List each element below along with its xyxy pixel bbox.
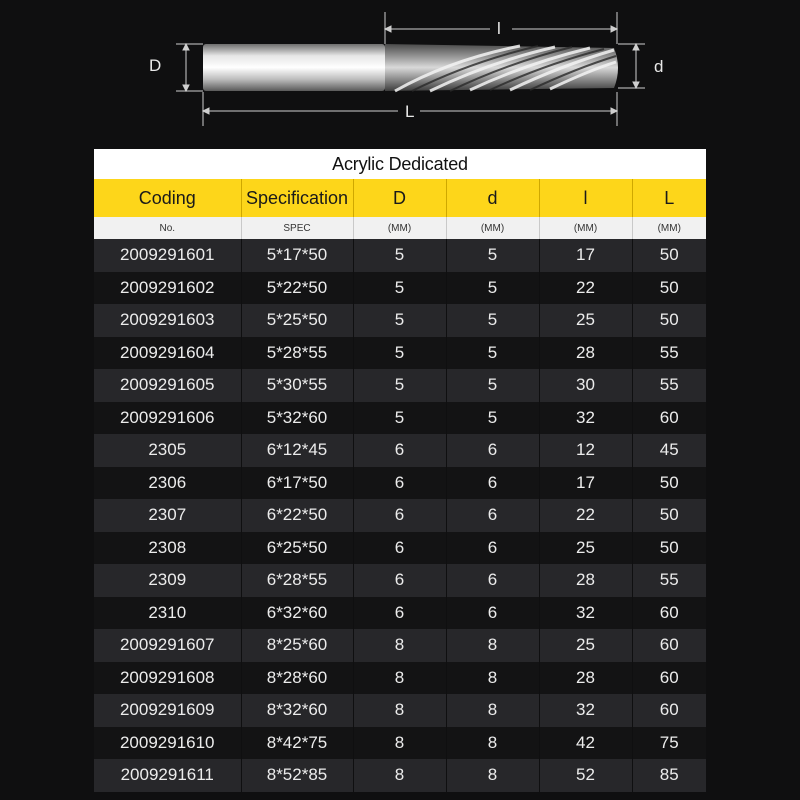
cell-d: 5 xyxy=(446,304,539,337)
cell-d: 6 xyxy=(446,467,539,500)
cell-specification: 5*25*50 xyxy=(241,304,353,337)
unit-l: (MM) xyxy=(539,217,632,239)
table-row xyxy=(94,564,706,597)
cell-L: 45 xyxy=(632,434,706,467)
cell-specification: 6*28*55 xyxy=(241,564,353,597)
cell-L: 85 xyxy=(632,759,706,792)
cell-d: 5 xyxy=(446,239,539,272)
cell-D: 5 xyxy=(353,402,446,435)
header-D: D xyxy=(353,179,446,217)
cell-d: 8 xyxy=(446,662,539,695)
cell-D: 6 xyxy=(353,564,446,597)
table-row xyxy=(94,597,706,630)
cell-d: 8 xyxy=(446,727,539,760)
label-l: l xyxy=(497,19,501,38)
header-L: L xyxy=(632,179,706,217)
cell-L: 50 xyxy=(632,304,706,337)
cell-d: 8 xyxy=(446,629,539,662)
cell-L: 60 xyxy=(632,694,706,727)
cell-L: 50 xyxy=(632,532,706,565)
cell-L: 55 xyxy=(632,564,706,597)
cell-D: 6 xyxy=(353,499,446,532)
table-row xyxy=(94,629,706,662)
cell-l: 52 xyxy=(539,759,632,792)
cell-D: 6 xyxy=(353,597,446,630)
cell-coding: 2308 xyxy=(94,532,241,565)
cell-specification: 8*25*60 xyxy=(241,629,353,662)
cell-coding: 2009291604 xyxy=(94,337,241,370)
cell-coding: 2307 xyxy=(94,499,241,532)
cell-L: 75 xyxy=(632,727,706,760)
cell-l: 28 xyxy=(539,337,632,370)
table-row xyxy=(94,694,706,727)
cell-specification: 6*12*45 xyxy=(241,434,353,467)
cell-coding: 2009291606 xyxy=(94,402,241,435)
cell-l: 25 xyxy=(539,532,632,565)
cell-coding: 2009291608 xyxy=(94,662,241,695)
spec-table xyxy=(94,149,706,792)
cell-d: 8 xyxy=(446,694,539,727)
cell-coding: 2009291609 xyxy=(94,694,241,727)
cell-specification: 5*28*55 xyxy=(241,337,353,370)
cell-specification: 5*30*55 xyxy=(241,369,353,402)
cell-l: 22 xyxy=(539,272,632,305)
table-row xyxy=(94,272,706,305)
table-title: Acrylic Dedicated xyxy=(94,149,706,179)
table-body xyxy=(94,239,706,792)
cell-L: 50 xyxy=(632,467,706,500)
table-row xyxy=(94,532,706,565)
cell-specification: 6*17*50 xyxy=(241,467,353,500)
cell-specification: 8*52*85 xyxy=(241,759,353,792)
unit-no: No. xyxy=(94,217,241,239)
table-row xyxy=(94,662,706,695)
table-row xyxy=(94,759,706,792)
table-row xyxy=(94,369,706,402)
cell-L: 50 xyxy=(632,499,706,532)
cell-d: 6 xyxy=(446,499,539,532)
unit-spec: SPEC xyxy=(241,217,353,239)
cell-D: 5 xyxy=(353,337,446,370)
cell-d: 6 xyxy=(446,564,539,597)
cell-D: 6 xyxy=(353,434,446,467)
cell-D: 6 xyxy=(353,532,446,565)
cell-D: 5 xyxy=(353,369,446,402)
cell-L: 60 xyxy=(632,402,706,435)
table-row xyxy=(94,337,706,370)
cell-l: 25 xyxy=(539,629,632,662)
cell-l: 22 xyxy=(539,499,632,532)
cell-coding: 2306 xyxy=(94,467,241,500)
cell-d: 5 xyxy=(446,369,539,402)
cell-l: 12 xyxy=(539,434,632,467)
cell-specification: 5*22*50 xyxy=(241,272,353,305)
cell-d: 5 xyxy=(446,402,539,435)
label-D: D xyxy=(149,56,162,75)
cell-d: 6 xyxy=(446,532,539,565)
cell-d: 5 xyxy=(446,272,539,305)
table-row xyxy=(94,499,706,532)
table-row xyxy=(94,239,706,272)
cell-D: 6 xyxy=(353,467,446,500)
cell-D: 8 xyxy=(353,629,446,662)
cell-coding: 2009291605 xyxy=(94,369,241,402)
cell-d: 8 xyxy=(446,759,539,792)
label-L: L xyxy=(405,102,415,121)
cell-coding: 2009291601 xyxy=(94,239,241,272)
cell-D: 8 xyxy=(353,759,446,792)
header-d: d xyxy=(446,179,539,217)
cell-coding: 2009291607 xyxy=(94,629,241,662)
cell-coding: 2309 xyxy=(94,564,241,597)
cell-D: 5 xyxy=(353,239,446,272)
unit-row xyxy=(94,217,706,239)
cell-L: 60 xyxy=(632,629,706,662)
cell-l: 17 xyxy=(539,239,632,272)
cell-l: 30 xyxy=(539,369,632,402)
cell-l: 28 xyxy=(539,564,632,597)
tool-dimension-diagram xyxy=(0,0,800,145)
header-coding: Coding xyxy=(94,179,241,217)
label-d: d xyxy=(654,57,664,76)
header-row xyxy=(94,179,706,217)
cell-coding: 2310 xyxy=(94,597,241,630)
cell-D: 5 xyxy=(353,272,446,305)
cell-L: 55 xyxy=(632,337,706,370)
cell-L: 50 xyxy=(632,272,706,305)
cell-l: 32 xyxy=(539,694,632,727)
unit-D: (MM) xyxy=(353,217,446,239)
cell-coding: 2009291602 xyxy=(94,272,241,305)
cell-specification: 5*17*50 xyxy=(241,239,353,272)
header-l: l xyxy=(539,179,632,217)
cell-specification: 6*22*50 xyxy=(241,499,353,532)
dim-l-lines xyxy=(385,12,617,44)
shank xyxy=(203,44,385,91)
cell-l: 32 xyxy=(539,597,632,630)
cell-L: 60 xyxy=(632,597,706,630)
cell-coding: 2009291603 xyxy=(94,304,241,337)
spec-table-container xyxy=(94,149,706,792)
cell-specification: 6*32*60 xyxy=(241,597,353,630)
cell-specification: 8*32*60 xyxy=(241,694,353,727)
table-row xyxy=(94,402,706,435)
cell-D: 8 xyxy=(353,727,446,760)
cell-l: 32 xyxy=(539,402,632,435)
cell-specification: 6*25*50 xyxy=(241,532,353,565)
cell-d: 6 xyxy=(446,597,539,630)
cell-coding: 2009291611 xyxy=(94,759,241,792)
unit-d: (MM) xyxy=(446,217,539,239)
cell-coding: 2009291610 xyxy=(94,727,241,760)
cell-coding: 2305 xyxy=(94,434,241,467)
cell-L: 60 xyxy=(632,662,706,695)
header-specification: Specification xyxy=(241,179,353,217)
cell-d: 5 xyxy=(446,337,539,370)
table-row xyxy=(94,467,706,500)
table-title-row xyxy=(94,149,706,179)
cell-d: 6 xyxy=(446,434,539,467)
end-mill-drawing xyxy=(0,0,800,145)
cell-l: 25 xyxy=(539,304,632,337)
table-row xyxy=(94,434,706,467)
cell-L: 55 xyxy=(632,369,706,402)
cell-specification: 5*32*60 xyxy=(241,402,353,435)
cell-D: 5 xyxy=(353,304,446,337)
cell-L: 50 xyxy=(632,239,706,272)
cell-D: 8 xyxy=(353,694,446,727)
cell-D: 8 xyxy=(353,662,446,695)
dim-D-lines xyxy=(176,44,203,91)
table-row xyxy=(94,727,706,760)
cell-l: 42 xyxy=(539,727,632,760)
cell-l: 17 xyxy=(539,467,632,500)
dim-d-lines xyxy=(618,44,645,88)
cell-l: 28 xyxy=(539,662,632,695)
cell-specification: 8*28*60 xyxy=(241,662,353,695)
unit-L: (MM) xyxy=(632,217,706,239)
table-row xyxy=(94,304,706,337)
cell-specification: 8*42*75 xyxy=(241,727,353,760)
